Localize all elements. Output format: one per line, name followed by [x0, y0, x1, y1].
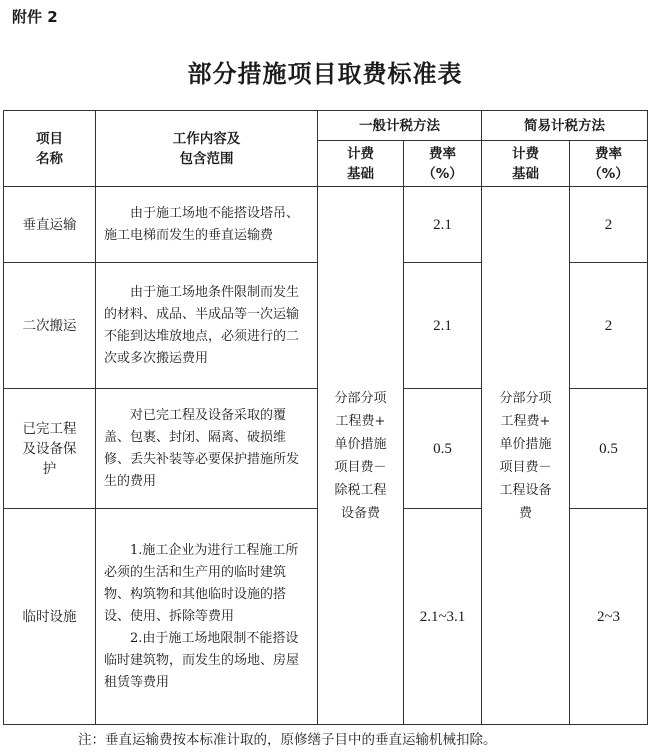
general-rate-value: 0.5: [404, 389, 482, 509]
attachment-label: 附件 2: [12, 8, 58, 26]
row-content: 由于施工场地条件限制而发生的材料、成品、半成品等一次运输不能到达堆放地点，必须进行的二次或多次搬运费用: [96, 263, 318, 389]
header-simple-basis: 计费 基础: [482, 141, 570, 187]
header-item-name: 项目 名称: [4, 111, 96, 187]
header-simple-rate: 费率 （%）: [570, 141, 648, 187]
footnote: 注：垂直运输费按本标准计取的，原修缮子目中的垂直运输机械扣除。: [78, 732, 497, 748]
general-rate-value: 2.1: [404, 187, 482, 263]
header-general-method: 一般计税方法: [318, 111, 482, 141]
general-basis-cell: 分部分项 工程费+ 单价措施 项目费－ 除税工程 设备费: [318, 187, 404, 725]
header-simple-method: 简易计税方法: [482, 111, 648, 141]
row-content: 由于施工场地不能搭设塔吊、施工电梯而发生的垂直运输费: [96, 187, 318, 263]
table-row: [4, 187, 648, 263]
row-name: 已完工程 及设备保 护: [4, 389, 96, 509]
row-name: 临时设施: [4, 509, 96, 725]
header-work-content: 工作内容及 包含范围: [96, 111, 318, 187]
simple-rate-value: 2: [570, 263, 648, 389]
header-general-basis: 计费 基础: [318, 141, 404, 187]
row-content: 1.施工企业为进行工程施工所必须的生活和生产用的临时建筑物、构筑物和其他临时设施的搭设、使用、拆除等费用 2.由于施工场地限制不能搭设临时建筑物，而发生的场地、房屋租赁等费用: [96, 509, 318, 725]
general-rate-value: 2.1~3.1: [404, 509, 482, 725]
simple-rate-value: 0.5: [570, 389, 648, 509]
general-rate-value: 2.1: [404, 263, 482, 389]
simple-rate-value: 2: [570, 187, 648, 263]
row-content: 对已完工程及设备采取的覆盖、包裹、封闭、隔离、破损维修、丢失补装等必要保护措施所发生的费用: [96, 389, 318, 509]
simple-rate-value: 2~3: [570, 509, 648, 725]
row-name: 垂直运输: [4, 187, 96, 263]
page-title: 部分措施项目取费标准表: [187, 60, 463, 88]
header-general-rate: 费率 （%）: [404, 141, 482, 187]
fee-standard-table: [3, 110, 648, 725]
row-name: 二次搬运: [4, 263, 96, 389]
simple-basis-cell: 分部分项 工程费+ 单价措施 项目费－ 工程设备 费: [482, 187, 570, 725]
